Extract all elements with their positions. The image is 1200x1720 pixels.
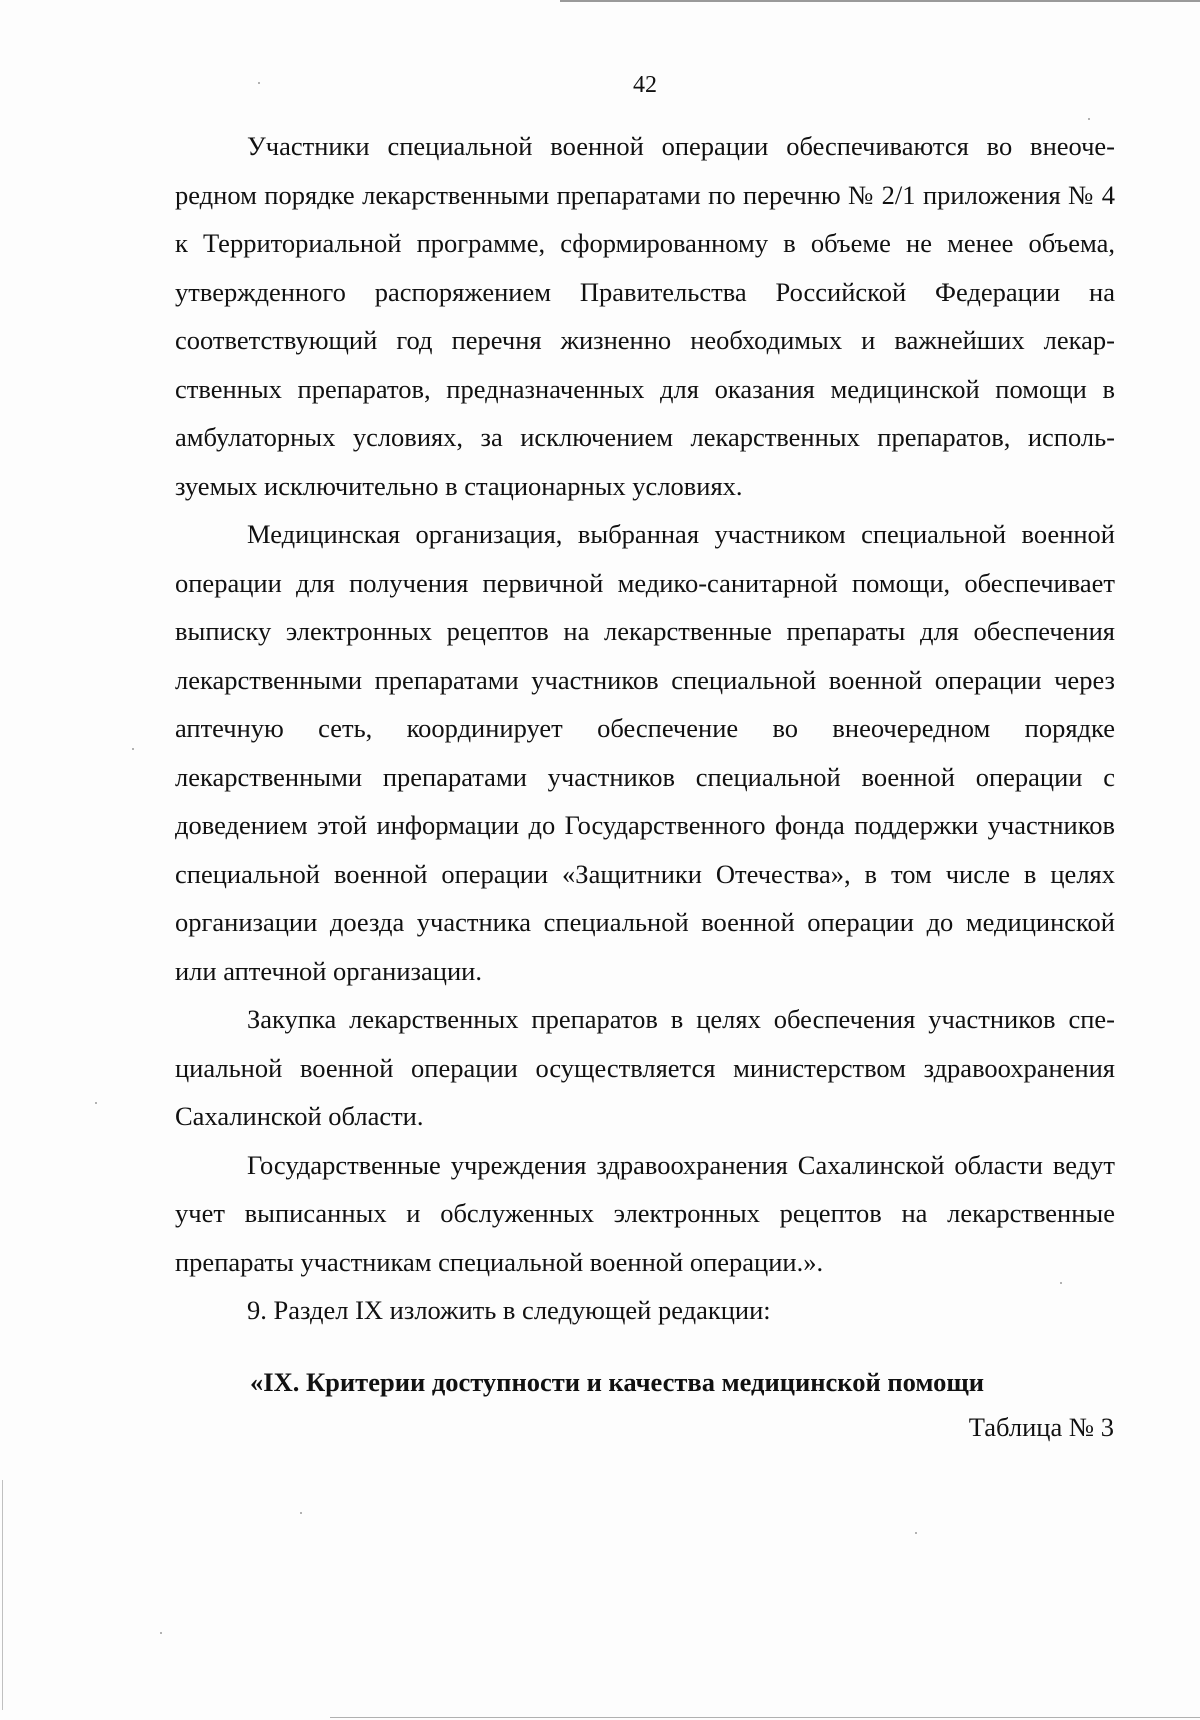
paragraph-procurement: Закупка лекарственных препаратов в целях обеспечения участников специальной военной операции осуществляется министерством здравоохранения Сахалинской области. [175, 1004, 1115, 1131]
scan-speck [132, 748, 134, 750]
section-heading: «IX. Критерии доступности и качества медицинской помощи [250, 1367, 984, 1397]
scan-edge-bottom [330, 1717, 1200, 1718]
scan-speck [300, 1512, 302, 1514]
body-text [175, 122, 1115, 1335]
scan-edge-top [560, 0, 1200, 2]
scan-speck [915, 1532, 917, 1534]
scan-speck [1060, 1282, 1062, 1284]
paragraph-medical-organization: Медицинская организация, выбранная участником специальной военной операции для получения первичной медико-санитарной помощи, обеспечивает выписку электронных рецептов на лекарственные препараты для обеспечения лекарственными препаратами участников специальной военной операции через аптечную сеть, координирует обеспечение во внеочередном порядке лекарственными препаратами участников специальной военной операции с доведением этой информации до Государственного фонда поддержки участников специальной военной операции «Защитники Отечества», в том числе в целях организации доезда участника специальной военной операции до медицинской или аптечной организации. [175, 519, 1115, 986]
page-number: 42 [633, 72, 657, 98]
scan-speck [1088, 118, 1090, 120]
paragraph-section-amendment: 9. Раздел IX изложить в следующей редакции: [247, 1295, 771, 1325]
scan-speck [258, 82, 260, 84]
paragraph-medication-supply: Участники специальной военной операции обеспечиваются во внеочередном порядке лекарственными препаратами по перечню № 2/1 приложения № 4 к Территориальной программе, сформированному в объеме не менее объема, утвержденного распоряжением Правительства Российской Федерации на соответствующий год перечня жизненно необходимых и важнейших лекарственных препаратов, предназначенных для оказания медицинской помощи в амбулаторных условиях, за исключением лекарственных препаратов, используемых исключительно в стационарных условиях. [175, 131, 1115, 501]
scan-edge-left [2, 1480, 3, 1710]
scan-speck [160, 1632, 162, 1634]
table-caption: Таблица № 3 [968, 1412, 1114, 1442]
scan-speck [95, 1102, 97, 1104]
paragraph-state-institutions: Государственные учреждения здравоохранения Сахалинской области ведут учет выписанных и обслуженных электронных рецептов на лекарственные препараты участникам специальной военной операции.». [175, 1149, 1115, 1277]
